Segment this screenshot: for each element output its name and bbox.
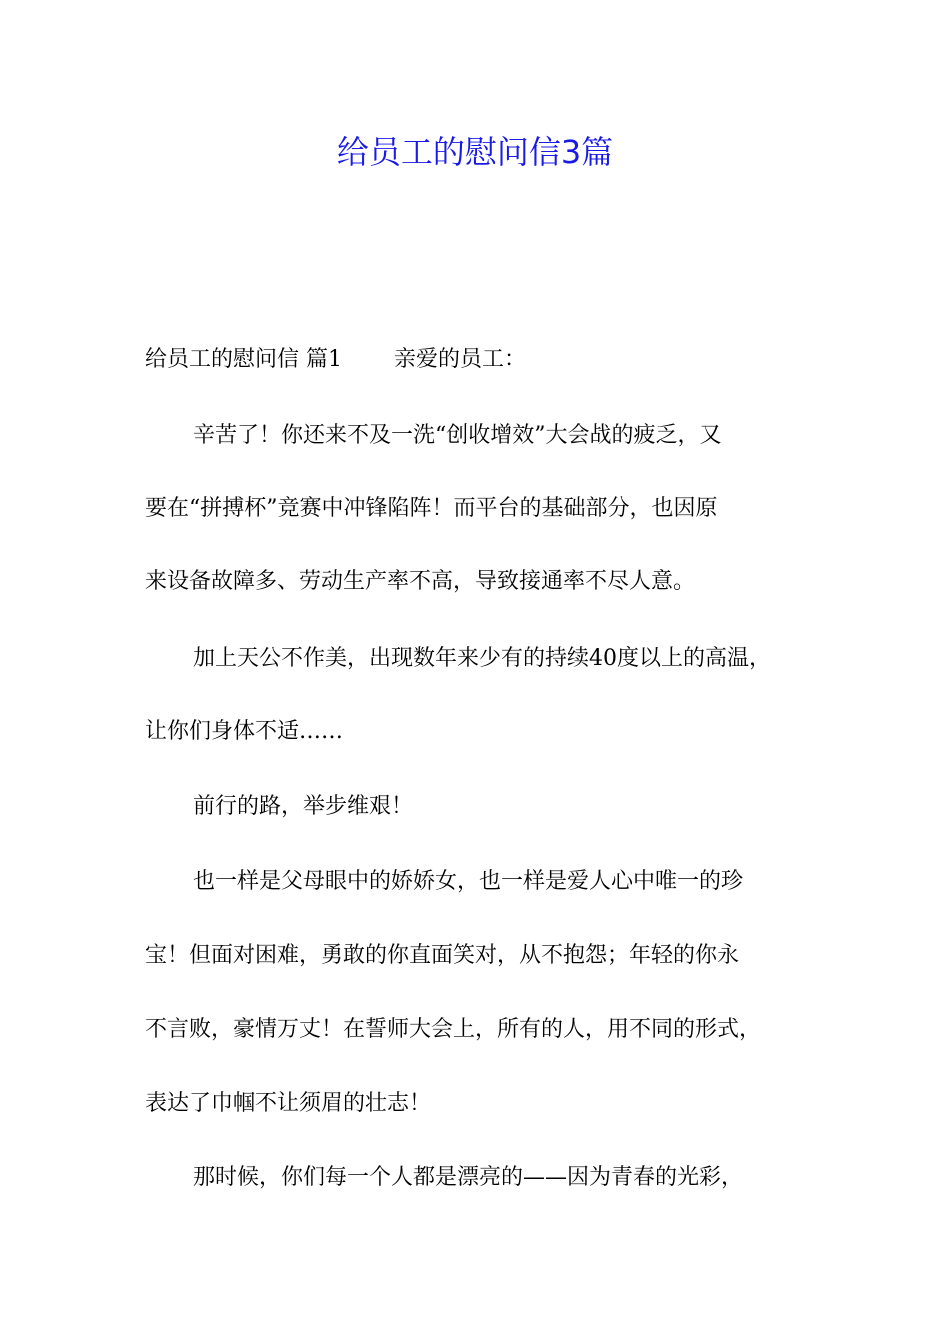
paragraph-line: 不言败，豪情万丈！在誓师大会上，所有的人，用不同的形式，: [145, 1017, 762, 1042]
paragraph-line: 辛苦了！你还来不及一洗“创收增效”大会战的疲乏，又: [193, 423, 722, 448]
paragraph-line: 要在“拼搏杯”竞赛中冲锋陷阵！而平台的基础部分，也因原: [145, 496, 718, 521]
paragraph-line: 加上天公不作美，出现数年来少有的持续40度以上的高温，: [193, 646, 771, 671]
paragraph-line: 前行的路，举步维艰！: [193, 794, 414, 819]
paragraph-line: 宝！但面对困难，勇敢的你直面笑对，从不抱怨；年轻的你永: [145, 943, 740, 968]
paragraph-line: 表达了巾帼不让须眉的壮志！: [145, 1091, 432, 1116]
paragraph-line: 来设备故障多、劳动生产率不高，导致接通率不尽人意。: [145, 569, 696, 594]
paragraph-line: 也一样是父母眼中的娇娇女，也一样是爱人心中唯一的珍: [193, 869, 744, 894]
letter-label: 给员工的慰问信 篇1: [145, 347, 342, 372]
paragraph-line: 让你们身体不适……: [145, 719, 344, 744]
letter-salutation: 亲爱的员工：: [394, 347, 527, 372]
paragraph-line: 那时候，你们每一个人都是漂亮的——因为青春的光彩，: [193, 1165, 744, 1190]
letter-heading: [145, 345, 835, 375]
document-title: 给员工的慰问信3篇: [336, 133, 614, 171]
